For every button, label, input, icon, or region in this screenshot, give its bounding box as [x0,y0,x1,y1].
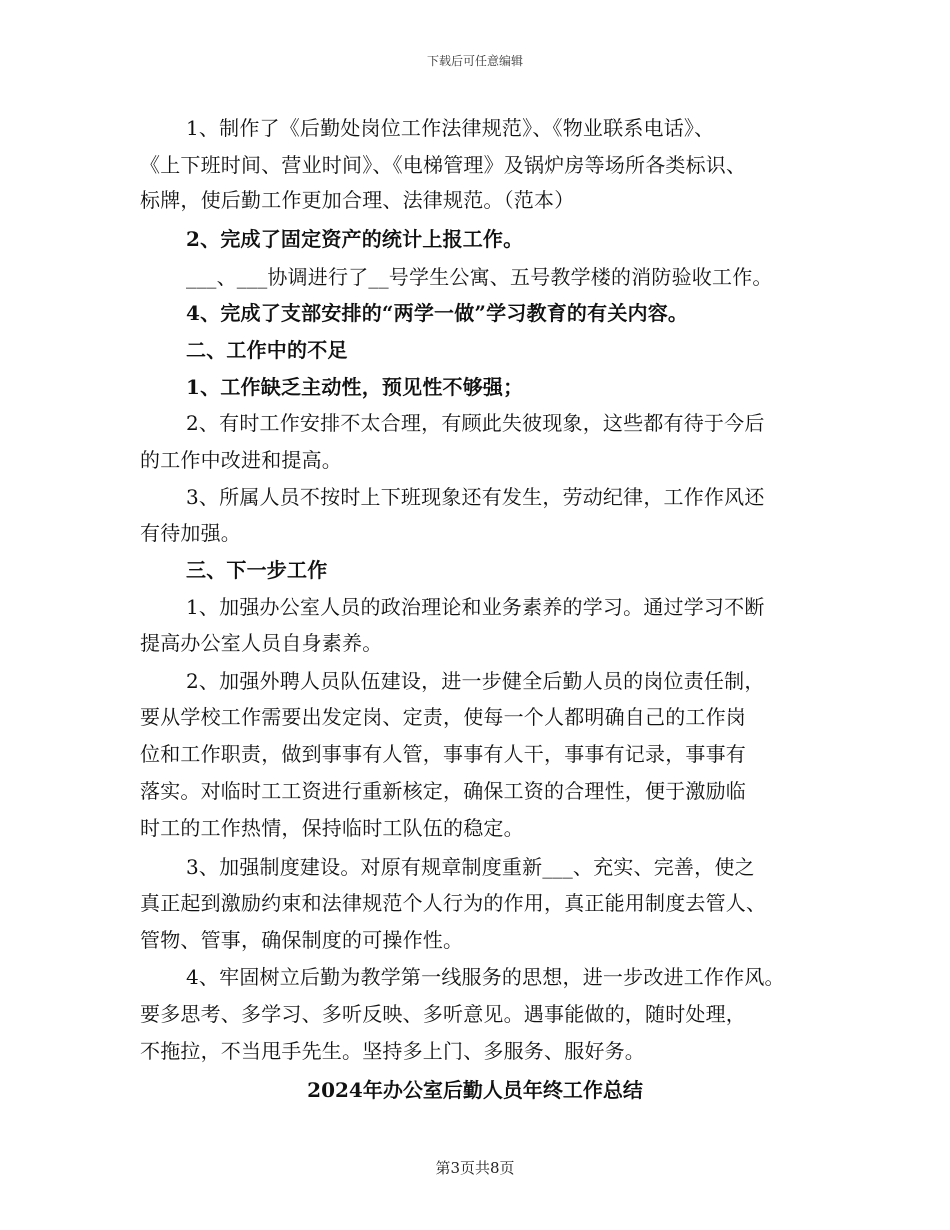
page-header: 下载后可任意编辑 [426,54,523,68]
paragraph-line: 的工作中改进和提高。 [140,448,342,472]
paragraph-line: 1、工作缺乏主动性，预见性不够强； [186,375,524,399]
paragraph-line: 1、加强办公室人员的政治理论和业务素养的学习。通过学习不断 [186,595,765,619]
paragraph-line: 位和工作职责，做到事事有人管，事事有人干，事事有记录，事事有 [140,742,746,766]
paragraph-line: 要从学校工作需要出发定岗、定责，使每一个人都明确自己的工作岗 [140,705,746,729]
paragraph-line: 3、所属人员不按时上下班现象还有发生，劳动纪律，工作作风还 [186,485,765,509]
paragraph-line: 有待加强。 [140,521,241,545]
paragraph-line: 1、制作了《后勤处岗位工作法律规范》、《物业联系电话》、 [186,116,715,140]
paragraph-line: 2、有时工作安排不太合理，有顾此失彼现象，这些都有待于今后 [186,411,765,435]
paragraph-line: 标牌，使后勤工作更加合理、法律规范。（范本） [140,188,575,212]
paragraph-line: 《上下班时间、营业时间》、《电梯管理》及锅炉房等场所各类标识、 [140,153,747,177]
section-heading: 二、工作中的不足 [186,338,348,362]
paragraph-line: 要多思考、多学习、多听反映、多听意见。遇事能做的，随时处理， [140,1002,746,1026]
paragraph-line: 不拖拉，不当甩手先生。坚持多上门、多服务、服好务。 [140,1039,645,1063]
paragraph-line: 管物、管事，确保制度的可操作性。 [140,928,464,952]
paragraph-line: 3、加强制度建设。对原有规章制度重新___、充实、完善，使之 [186,855,755,879]
next-section-title: 2024年办公室后勤人员年终工作总结 [307,1078,643,1102]
paragraph-line: ___、___协调进行了__号学生公寓、五号教学楼的消防验收工作。 [186,265,773,289]
paragraph-line: 4、牢固树立后勤为教学第一线服务的思想，进一步改进工作作风。 [186,965,785,989]
paragraph-line: 提高办公室人员自身素养。 [140,631,383,655]
paragraph-line: 2、完成了固定资产的统计上报工作。 [186,227,524,251]
paragraph-line: 落实。对临时工工资进行重新核定，确保工资的合理性，便于激励临 [140,779,746,803]
page-number: 第3页共8页 [435,1159,515,1177]
paragraph-line: 4、完成了支部安排的“两学一做”学习教育的有关内容。 [186,301,689,325]
paragraph-line: 时工的工作热情，保持临时工队伍的稳定。 [140,816,524,840]
paragraph-line: 2、加强外聘人员队伍建设，进一步健全后勤人员的岗位责任制， [186,669,765,693]
paragraph-line: 真正起到激励约束和法律规范个人行为的作用，真正能用制度去管人、 [140,891,767,915]
section-heading: 三、下一步工作 [186,558,328,582]
